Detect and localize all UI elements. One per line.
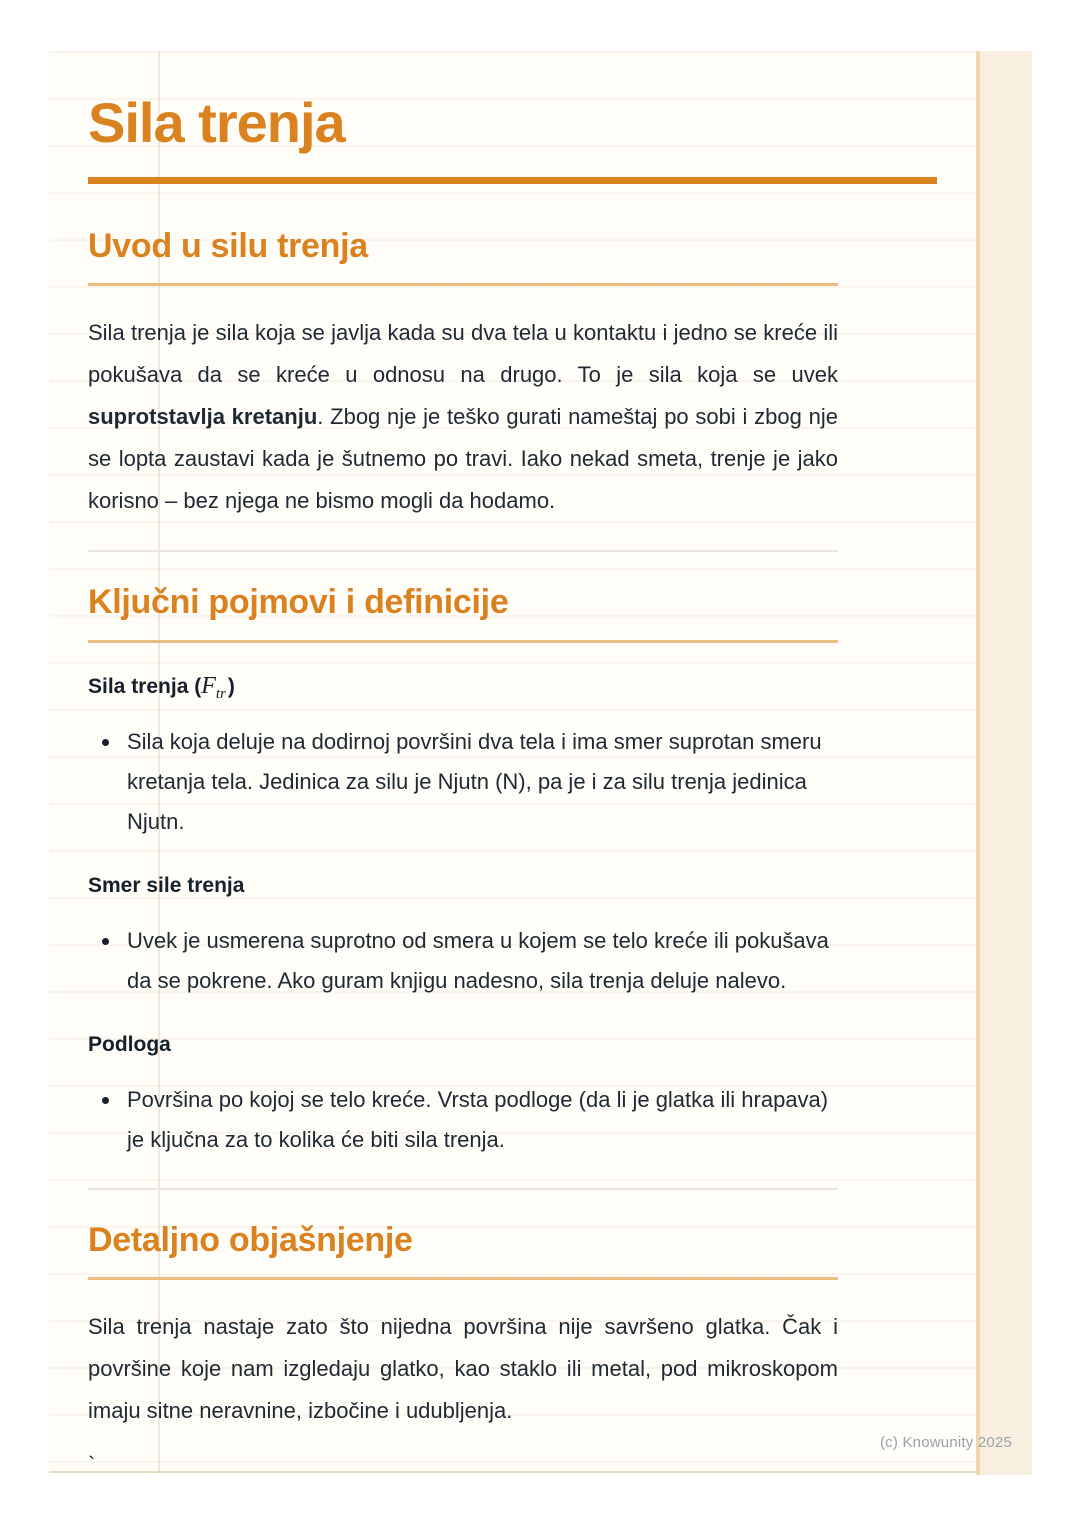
heading-underline-pojmovi xyxy=(88,640,838,643)
page-title: Sila trenja xyxy=(88,91,345,154)
document-content xyxy=(49,91,976,1511)
term-label-prefix: Sila trenja ( xyxy=(88,674,202,698)
intro-paragraph xyxy=(88,312,838,522)
intro-paragraph-bold: suprotstavlja kretanju xyxy=(88,404,318,430)
term-bullet-list xyxy=(88,921,838,1001)
document-card xyxy=(49,51,976,1478)
detail-paragraph: Sila trenja nastaje zato što nijedna površina nije savršeno glatka. Čak i površine koje nam izgledaju glatko, kao staklo ili metal, pod mikroskopom imaju sitne neravnine, izbočine i udubljenja. xyxy=(88,1314,838,1424)
section-heading-pojmovi: Ključni pojmovi i definicije xyxy=(88,583,509,622)
intro-paragraph-text: Sila trenja je sila koja se javlja kada su dva tela u kontaktu i jedno se kreće ili pokušava da se kreće u odnosu na drugo. To je sila koja se uvek xyxy=(88,320,838,388)
copyright: (c) Knowunity 2025 xyxy=(879,1434,1012,1451)
heading-underline-objasnjenje xyxy=(88,1277,838,1280)
term-bullet-list xyxy=(88,1080,838,1160)
section-divider xyxy=(88,550,838,552)
term-title-smer: Smer sile trenja xyxy=(88,873,245,897)
bullet-item: Površina po kojoj se telo kreće. Vrsta podloge (da li je glatka ili hrapava) je ključna za to kolika će biti sila trenja. xyxy=(88,1080,838,1160)
term-label-suffix: ) xyxy=(227,674,235,698)
title-rule xyxy=(88,177,937,184)
heading-underline-uvod xyxy=(88,283,838,286)
term-title-podloga: Podloga xyxy=(88,1032,171,1056)
bullet-item: Uvek je usmerena suprotno od smera u kojem se telo kreće ili pokušava da se pokrene. Ako guram knjigu nadesno, sila trenja deluje nalevo. xyxy=(88,921,838,1001)
section-heading-uvod: Uvod u silu trenja xyxy=(88,226,368,265)
formula-symbol: F xyxy=(201,672,216,699)
stray-backtick: ` xyxy=(88,1452,96,1478)
bullet-item: Sila koja deluje na dodirnoj površini dva tela i ima smer suprotan smeru kretanja tela. Jedinica za silu je Njutn (N), pa je i za silu trenja jedinica Njutn. xyxy=(88,722,838,842)
term-bullet-list xyxy=(88,722,838,842)
formula-subscript: tr xyxy=(215,685,226,702)
section-heading-objasnjenje: Detaljno objašnjenje xyxy=(88,1220,413,1259)
term-title-sila-trenja xyxy=(88,673,838,700)
friction-force-formula xyxy=(201,672,228,702)
intro-paragraph-text-after: . Zbog nje je teško gurati nameštaj po sobi i zbog nje se lopta zaustavi kada je šutnemo po travi. Iako nekad smeta, trenje je jako korisno – bez njega ne bismo mogli da hodamo. xyxy=(88,404,838,514)
section-divider xyxy=(88,1188,838,1190)
right-edge-band xyxy=(980,51,1032,1475)
